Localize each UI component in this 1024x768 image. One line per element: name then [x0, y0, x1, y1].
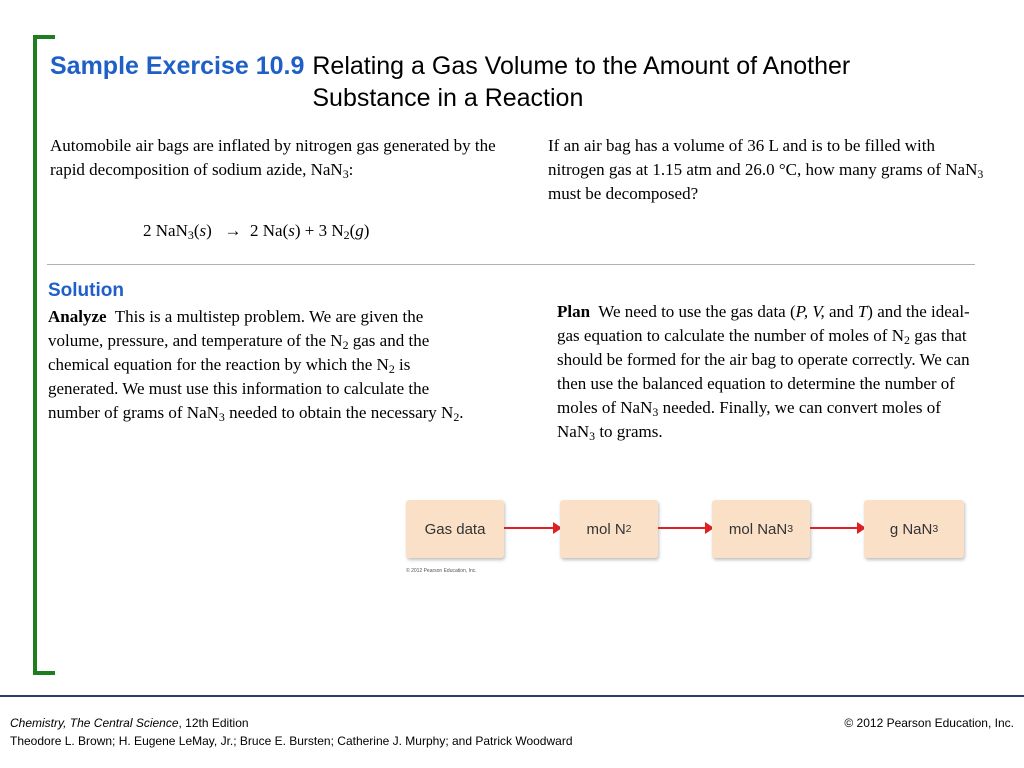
flow-box-label: Gas data — [424, 520, 486, 538]
subscript: 3 — [187, 228, 194, 242]
subscript: 3 — [652, 405, 659, 419]
figure-copyright: © 2012 Pearson Education, Inc. — [406, 568, 477, 574]
analyze-paragraph — [48, 305, 468, 425]
footer-divider — [0, 695, 1024, 697]
plan-text: gas that should be formed for the air bag to operate correctly. We can then use the balanced equation to determine the number of moles of NaN — [557, 326, 970, 417]
subscript: 3 — [977, 167, 984, 181]
intro-left-tail: : — [348, 160, 354, 179]
reaction-arrow: → — [224, 221, 242, 240]
plan-text: We need to use the gas data ( — [598, 302, 796, 321]
analyze-text: This is a multistep problem. We are given the volume, pressure, and temperature of the N — [48, 307, 424, 350]
slide-title — [50, 50, 980, 114]
analyze-label: Analyze — [48, 307, 107, 326]
intro-right-text — [548, 134, 988, 206]
exercise-title: Relating a Gas Volume to the Amount of Another Substance in a Reaction — [312, 52, 851, 112]
analyze-text: needed to obtain the necessary N — [224, 403, 454, 422]
book-edition: , 12th Edition — [178, 716, 249, 730]
flow-arrow-icon — [658, 527, 712, 529]
plan-text: needed. Finally, we can convert moles of NaN — [557, 398, 941, 441]
footer-copyright: © 2012 Pearson Education, Inc. — [844, 716, 1014, 730]
subscript: 3 — [342, 167, 349, 181]
analyze-text: . — [459, 403, 464, 422]
intro-left-body: Automobile air bags are inflated by nitrogen gas generated by the rapid decomposition of sodium azide, NaN — [50, 136, 496, 179]
footer-book — [10, 716, 249, 730]
subscript: 2 — [388, 362, 395, 376]
flow-box-label: mol NaN — [728, 520, 788, 538]
eq-state: s — [288, 221, 295, 240]
intro-left-text — [50, 134, 500, 182]
eq-product-1: 2 Na( — [250, 221, 289, 240]
analyze-text: is generated. We must use this information to calculate the number of grams of NaN — [48, 355, 430, 422]
plan-text: to grams. — [595, 422, 663, 441]
flow-box-gas-data — [406, 500, 504, 558]
plan-variable-t: T — [857, 302, 868, 321]
flow-box-g-nan3: g NaN 3 — [864, 500, 964, 558]
intro-right-body: If an air bag has a volume of 36 L and is to be filled with nitrogen gas at 1.15 atm and 26.0 °C, how many grams of NaN — [548, 136, 978, 179]
footer-authors: Theodore L. Brown; H. Eugene LeMay, Jr.; Bruce E. Bursten; Catherine J. Murphy; and Patrick Woodward — [10, 734, 573, 748]
exercise-label: Sample Exercise 10.9 — [50, 52, 305, 80]
plan-label: Plan — [557, 302, 591, 321]
subscript: 2 — [343, 228, 350, 242]
eq-product-2: ) + 3 N — [294, 221, 344, 240]
flow-box-mol-n2: mol N 2 — [560, 500, 658, 558]
eq-reactant: 2 NaN — [143, 221, 188, 240]
flow-box-label: g NaN — [889, 520, 933, 538]
subscript: 2 — [903, 333, 910, 347]
flow-arrow-icon — [504, 527, 560, 529]
subscript: 3 — [589, 429, 596, 443]
flow-arrow-icon — [810, 527, 864, 529]
subscript: 3 — [218, 410, 225, 424]
book-title: Chemistry, The Central Science — [10, 716, 179, 730]
flow-box-mol-nan3: mol NaN 3 — [712, 500, 810, 558]
flow-box-label: mol N — [586, 520, 626, 538]
solution-heading: Solution — [48, 280, 124, 301]
divider — [47, 264, 975, 265]
plan-variables: P, V, — [795, 302, 825, 321]
plan-text: and — [824, 302, 858, 321]
eq-state: s — [199, 221, 207, 240]
intro-right-tail: must be decomposed? — [548, 184, 699, 203]
analyze-text: gas and the chemical equation for the reaction by which the N — [48, 331, 430, 374]
subscript: 2 — [453, 410, 460, 424]
plan-text: ) and the ideal-gas equation to calculate the number of moles of N — [557, 302, 970, 345]
subscript: 2 — [342, 338, 349, 352]
eq-state: g — [355, 221, 364, 240]
chemical-equation: 2 NaN$_3$(s) → 2 Na(s) + 3 $N_2(g)$ — [143, 221, 370, 242]
conversion-flowchart — [406, 500, 966, 558]
plan-paragraph — [557, 300, 977, 444]
